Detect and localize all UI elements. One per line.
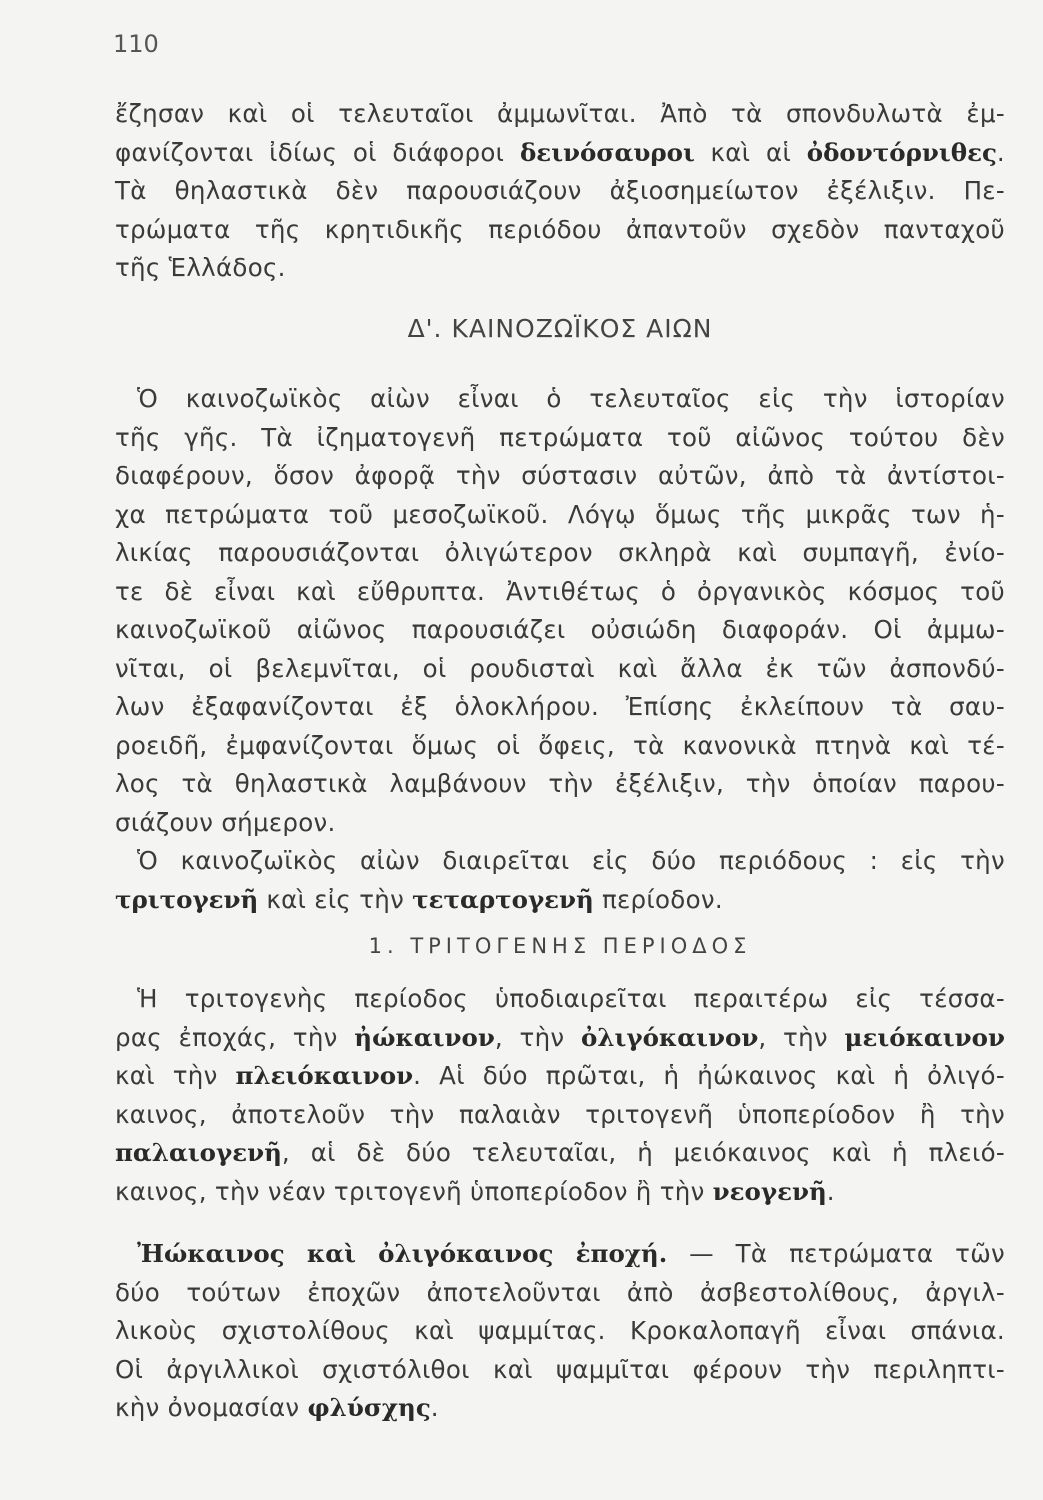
term-neogene: νεογενῆ	[712, 1176, 827, 1206]
term-pliocene: πλειόκαινον	[235, 1061, 414, 1090]
text-line: παλαιογενῆ, αἱ δὲ δύο τελευταῖαι, ἡ μειόκαινος καὶ ἡ πλειό-	[115, 1138, 1005, 1167]
text-line: Ἡ τριτογενὴς περίοδος ὑποδιαιρεῖται περαιτέρω εἰς τέσσα-	[137, 984, 1005, 1013]
text-line: λων ἐξαφανίζονται ἐξ ὁλοκλήρου. Ἐπίσης ἐκλείπουν τὰ σαυ-	[115, 692, 1005, 721]
text-line: καινοζωϊκοῦ αἰῶνος παρουσιάζει οὐσιώδη διαφοράν. Οἱ ἀμμω-	[115, 615, 1005, 644]
paragraph-cenozoic-division	[115, 842, 1005, 919]
text-line: καινος, ἀποτελοῦν τὴν παλαιὰν τριτογενῆ ὑποπερίοδον ἢ τὴν	[115, 1099, 1005, 1129]
text-line: δύο τούτων ἐποχῶν ἀποτελοῦνται ἀπὸ ἀσβεστολίθους, ἀργιλ-	[115, 1277, 1005, 1307]
text-line: Τὰ θηλαστικὰ δὲν παρουσιάζουν ἀξιοσημείωτον ἐξέλιξιν. Πε-	[115, 176, 1005, 205]
text-line: καὶ τὴν πλειόκαινον. Αἱ δύο πρῶται, ἡ ἠώκαινος καὶ ἡ ὀλιγό-	[115, 1061, 1005, 1090]
text-line: τῆς γῆς. Τὰ ἰζηματογενῆ πετρώματα τοῦ αἰῶνος τούτου δὲν	[115, 422, 1005, 452]
text-line: ροειδῆ, ἐμφανίζονται ὅμως οἱ ὄφεις, τὰ κανονικὰ πτηνὰ καὶ τέ-	[115, 730, 1005, 760]
text-line: Ὁ καινοζωϊκὸς αἰὼν εἶναι ὁ τελευταῖος εἰς τὴν ἱστορίαν	[137, 384, 1005, 413]
paragraph-dinosaurs	[115, 95, 1005, 288]
term-dinosaurs: δεινόσαυροι	[519, 137, 695, 167]
term-miocene: μειόκαινον	[844, 1022, 1005, 1052]
term-quaternary: τεταρτογενῆ	[412, 884, 594, 914]
subsection-heading: 1. ΤΡΙΤΟΓΕΝΗΣ ΠΕΡΙΟΔΟΣ	[368, 934, 752, 958]
term-flysch: φλύσχης	[307, 1393, 431, 1422]
text-line: ἔζησαν καὶ οἱ τελευταῖοι ἀμμωνῖται. Ἀπὸ τὰ σπονδυλωτὰ ἐμ-	[115, 99, 1005, 128]
paragraph-tertiary-epochs	[115, 980, 1005, 1211]
text-line: Ὁ καινοζωϊκὸς αἰὼν διαιρεῖται εἰς δύο περιόδους : εἰς τὴν	[137, 846, 1005, 875]
term-paleogene: παλαιογενῆ	[115, 1138, 282, 1167]
term-tertiary: τριτογενῆ	[115, 884, 259, 914]
text-line: χα πετρώματα τοῦ μεσοζωϊκοῦ. Λόγῳ ὅμως τῆς μικρᾶς των ἡ-	[115, 499, 1005, 529]
text-line: τρώματα τῆς κρητιδικῆς περιόδου ἀπαντοῦν σχεδὸν πανταχοῦ	[115, 214, 1005, 244]
text-line: σιάζουν σήμερον.	[115, 807, 336, 837]
text-line: Ἠώκαινος καὶ ὀλιγόκαινος ἐποχή. — Τὰ πετρώματα τῶν	[137, 1239, 1005, 1268]
paragraph-cenozoic-intro	[115, 380, 1005, 842]
text-line: ρας ἐποχάς, τὴν ἠώκαινον, τὴν ὀλιγόκαινον, τὴν μειόκαινον	[115, 1022, 1005, 1052]
term-odontornithes: ὀδοντόρνιθες	[806, 137, 997, 167]
subsection-lead: Ἠώκαινος καὶ ὀλιγόκαινος ἐποχή.	[137, 1239, 668, 1268]
term-oligocene: ὀλιγόκαινον	[581, 1022, 759, 1052]
text-line: λικίας παρουσιάζονται ὀλιγώτερον σκληρὰ καὶ συμπαγῆ, ἐνίο-	[115, 538, 1005, 567]
text-line: διαφέρουν, ὅσον ἀφορᾷ τὴν σύστασιν αὐτῶν, ἀπὸ τὰ ἀντίστοι-	[115, 461, 1005, 490]
text-line: καινος, τὴν νέαν τριτογενῆ ὑποπερίοδον ἢ τὴν νεογενῆ.	[115, 1176, 835, 1206]
text-line: λος τὰ θηλαστικὰ λαμβάνουν τὴν ἐξέλιξιν, τὴν ὁποίαν παρου-	[115, 769, 1005, 798]
text-line: τριτογενῆ καὶ εἰς τὴν τεταρτογενῆ περίοδον.	[115, 884, 723, 914]
paragraph-eocene-oligocene	[115, 1235, 1005, 1428]
text-line: λικοὺς σχιστολίθους καὶ ψαμμίτας. Κροκαλοπαγῆ εἶναι σπάνια.	[115, 1316, 1005, 1345]
text-line: φανίζονται ἰδίως οἱ διάφοροι δεινόσαυροι καὶ αἱ ὀδοντόρνιθες.	[115, 137, 1005, 167]
text-line: τῆς Ἑλλάδος.	[115, 253, 286, 282]
term-eocene: ἠώκαινον	[354, 1022, 495, 1052]
text-line: κὴν ὀνομασίαν φλύσχης.	[115, 1393, 439, 1422]
text-line: τε δὲ εἶναι καὶ εὔθρυπτα. Ἀντιθέτως ὁ ὀργανικὸς κόσμος τοῦ	[115, 576, 1005, 606]
text-line: νῖται, οἱ βελεμνῖται, οἱ ρουδισταὶ καὶ ἄλλα ἐκ τῶν ἀσπονδύ-	[115, 653, 1005, 683]
page-number: 110	[113, 30, 159, 58]
section-heading: Δ'. ΚΑΙΝΟΖΩΪΚΟΣ ΑΙΩΝ	[407, 314, 713, 343]
text-line: Οἱ ἀργιλλικοὶ σχιστόλιθοι καὶ ψαμμῖται φέρουν τὴν περιληπτι-	[115, 1354, 1005, 1384]
